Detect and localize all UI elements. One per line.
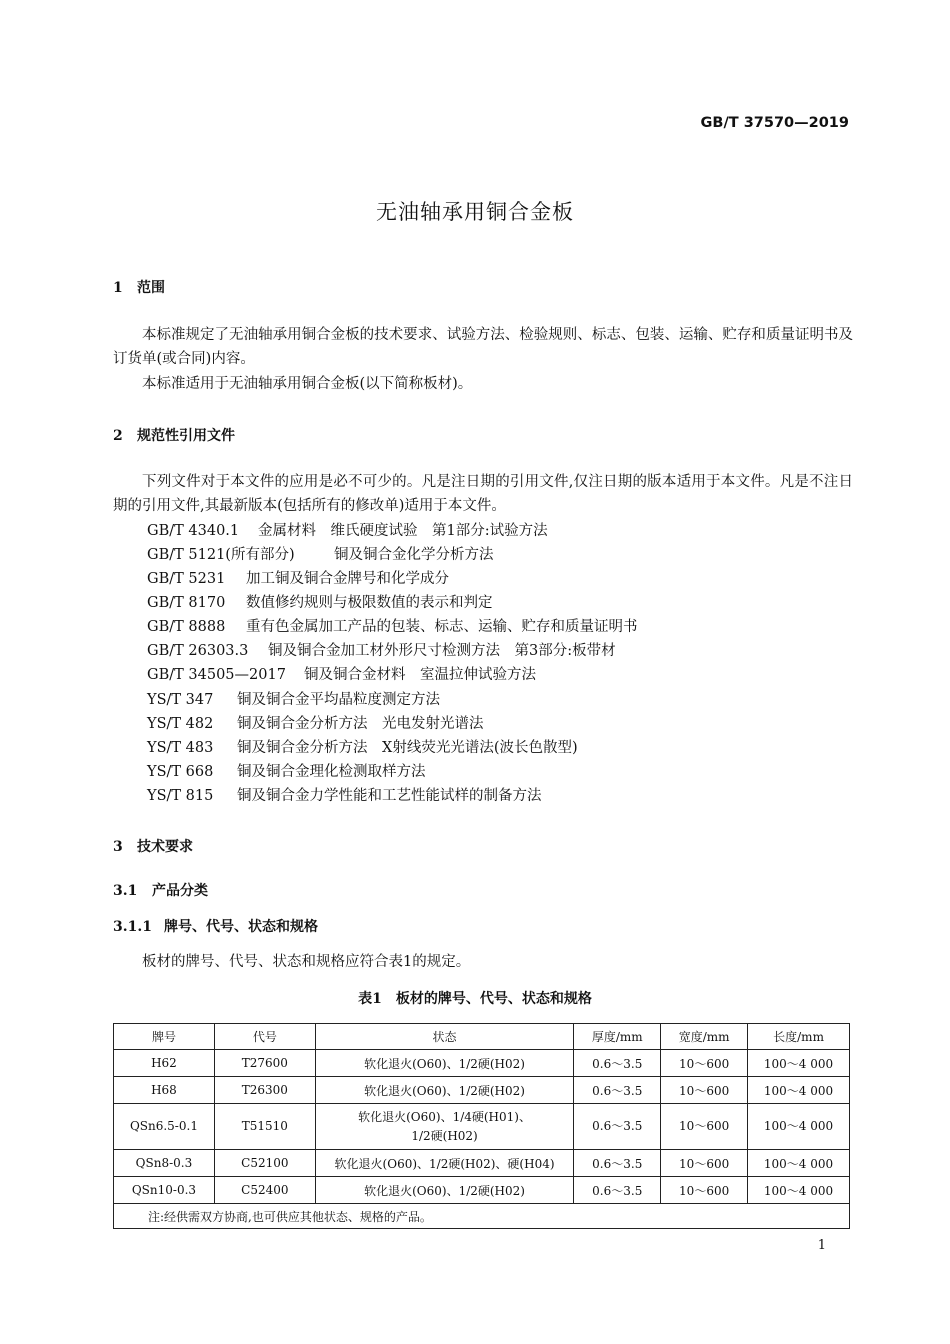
table-cell: C52400 [214,1177,315,1204]
section-number: 3.1.1 [113,919,152,935]
section-3-1-1-heading [113,916,318,936]
table-cell: QSn10-0.3 [114,1177,215,1204]
section-1-paragraph-1: 本标准规定了无油轴承用铜合金板的技术要求、试验方法、检验规则、标志、包装、运输、贮存和质量证明书及订货单(或合同)内容。 [113,327,853,367]
section-title: 范围 [137,280,165,296]
reference-code: YS/T 347 [147,692,214,708]
reference-code: YS/T 482 [147,716,214,732]
table-cell [315,1104,574,1150]
section-number: 1 [113,280,123,296]
column-header: 长度/mm [748,1024,850,1050]
column-header: 宽度/mm [661,1024,748,1050]
reference-code: YS/T 483 [147,740,214,756]
reference-title: 金属材料 维氏硬度试验 第1部分:试验方法 [258,523,548,539]
table-row [114,1050,850,1077]
spec-table [113,1023,850,1229]
section-2-intro: 下列文件对于本文件的应用是必不可少的。凡是注日期的引用文件,仅注日期的版本适用于本文件。凡是不注日期的引用文件,其最新版本(包括所有的修改单)适用于本文件。 [113,474,853,514]
reference-title: 铜及铜合金平均晶粒度测定方法 [237,692,440,708]
reference-title: 铜及铜合金加工材外形尺寸检测方法 第3部分:板带材 [268,643,616,659]
reference-item [147,591,493,615]
reference-item [147,519,548,543]
table-cell: 100～4 000 [748,1050,850,1077]
reference-title: 数值修约规则与极限数值的表示和判定 [246,595,493,611]
column-header: 代号 [214,1024,315,1050]
table-cell: 10～600 [661,1050,748,1077]
table-row [114,1077,850,1104]
table-cell: 软化退火(O60)、1/2硬(H02) [315,1077,574,1104]
table-cell: 10～600 [661,1104,748,1150]
reference-code: GB/T 5231 [147,571,226,587]
standard-code: GB/T 37570—2019 [700,115,849,131]
reference-title: 铜及铜合金分析方法 X射线荧光光谱法(波长色散型) [237,740,578,756]
cell-line: 1/2硬(H02) [411,1128,478,1143]
table-cell: H68 [114,1077,215,1104]
table-cell: 100～4 000 [748,1177,850,1204]
reference-item [147,639,616,663]
table-cell: 100～4 000 [748,1104,850,1150]
reference-item [147,760,426,784]
table-cell: 软化退火(O60)、1/2硬(H02) [315,1177,574,1204]
table-cell: QSn6.5-0.1 [114,1104,215,1150]
table-cell: C52100 [214,1150,315,1177]
reference-title: 重有色金属加工产品的包装、标志、运输、贮存和质量证明书 [246,619,638,635]
section-1-paragraph-2: 本标准适用于无油轴承用铜合金板(以下简称板材)。 [142,376,473,392]
table-cell: 0.6～3.5 [574,1077,661,1104]
section-title: 技术要求 [137,839,193,855]
table-cell: 软化退火(O60)、1/2硬(H02) [315,1050,574,1077]
reference-item [147,784,542,808]
reference-title: 铜及铜合金化学分析方法 [334,547,494,563]
table-cell: T26300 [214,1077,315,1104]
reference-code: YS/T 668 [147,764,214,780]
table-cell: 0.6～3.5 [574,1104,661,1150]
section-title: 牌号、代号、状态和规格 [164,919,318,935]
reference-title: 铜及铜合金理化检测取样方法 [237,764,426,780]
table-cell: 0.6～3.5 [574,1050,661,1077]
reference-code: GB/T 5121(所有部分) [147,547,295,563]
reference-item [147,567,449,591]
reference-code: GB/T 8170 [147,595,226,611]
table-cell: T51510 [214,1104,315,1150]
section-3-heading [113,836,193,856]
table-note-row [114,1204,850,1229]
section-1-heading [113,277,165,297]
reference-title: 铜及铜合金分析方法 光电发射光谱法 [237,716,484,732]
reference-item [147,543,494,567]
reference-code: GB/T 34505—2017 [147,667,286,683]
table-note: 注:经供需双方协商,也可供应其他状态、规格的产品。 [114,1204,850,1229]
reference-item [147,663,536,687]
reference-item [147,688,440,712]
table-caption: 表1 板材的牌号、代号、状态和规格 [358,991,592,1007]
section-title: 产品分类 [152,883,208,899]
table-cell: H62 [114,1050,215,1077]
table-cell: 10～600 [661,1150,748,1177]
table-cell: 软化退火(O60)、1/2硬(H02)、硬(H04) [315,1150,574,1177]
column-header: 牌号 [114,1024,215,1050]
section-2-heading [113,425,235,445]
reference-code: GB/T 8888 [147,619,226,635]
reference-item [147,736,578,760]
table-cell: T27600 [214,1050,315,1077]
table-cell: 0.6～3.5 [574,1177,661,1204]
table-row [114,1104,850,1150]
section-3-1-1-paragraph: 板材的牌号、代号、状态和规格应符合表1的规定。 [142,954,471,970]
reference-title: 铜及铜合金力学性能和工艺性能试样的制备方法 [237,788,542,804]
cell-line: 软化退火(O60)、1/4硬(H01)、 [358,1109,531,1124]
table-cell: 100～4 000 [748,1150,850,1177]
table-row [114,1177,850,1204]
reference-title: 铜及铜合金材料 室温拉伸试验方法 [304,667,536,683]
section-number: 2 [113,428,123,444]
section-title: 规范性引用文件 [137,428,235,444]
table-row [114,1150,850,1177]
reference-code: YS/T 815 [147,788,214,804]
reference-code: GB/T 26303.3 [147,643,249,659]
section-number: 3.1 [113,883,138,899]
table-header-row [114,1024,850,1050]
reference-item [147,712,484,736]
page-number: 1 [817,1238,826,1253]
reference-item [147,615,638,639]
table-cell: QSn8-0.3 [114,1150,215,1177]
section-3-1-heading [113,880,208,900]
column-header: 厚度/mm [574,1024,661,1050]
document-title: 无油轴承用铜合金板 [376,200,574,224]
reference-code: GB/T 4340.1 [147,523,240,539]
table-cell: 0.6～3.5 [574,1150,661,1177]
table-cell: 10～600 [661,1177,748,1204]
reference-title: 加工铜及铜合金牌号和化学成分 [246,571,449,587]
table-cell: 10～600 [661,1077,748,1104]
table-cell: 100～4 000 [748,1077,850,1104]
column-header: 状态 [315,1024,574,1050]
section-number: 3 [113,839,123,855]
